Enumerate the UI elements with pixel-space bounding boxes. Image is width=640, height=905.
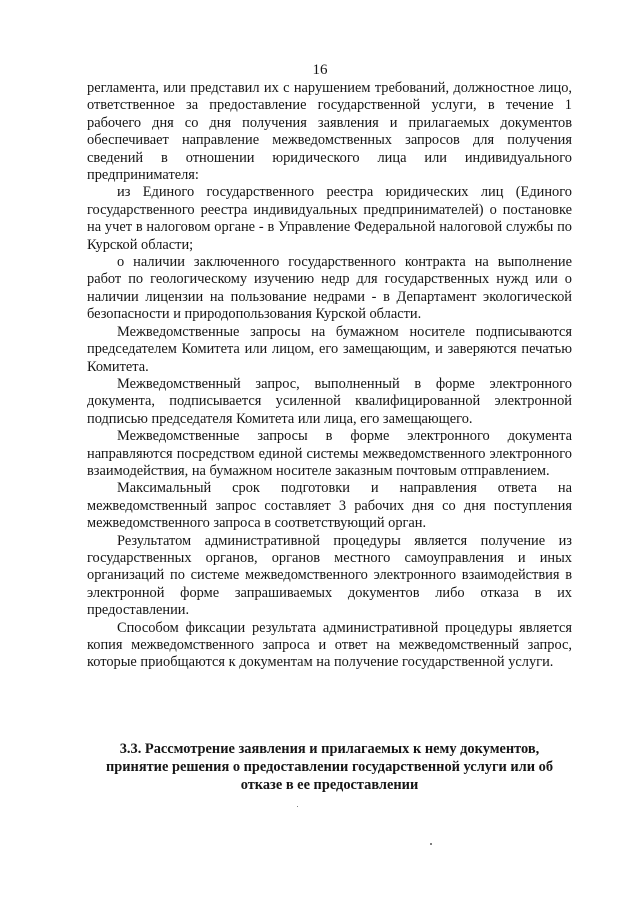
paragraph: Максимальный срок подготовки и направления ответа на межведомственный запрос составляет 3 рабочих дня со дня поступления межведомственного запроса в соответствующий орган. [87, 480, 572, 532]
paragraph: Межведомственные запросы в форме электронного документа направляются посредством единой системы межведомственного электронного взаимодействия, на бумажном носителе заказным почтовым отправлением. [87, 428, 572, 479]
paragraph: Результатом административной процедуры является получение из государственных органов, органов местного самоуправления и иных организаций по системе межведомственного электронного взаимодействия в электронной форме запрашиваемых документов либо отказа в их предоставлении. [87, 532, 572, 619]
paragraph: регламента, или представил их с нарушением требований, должностное лицо, ответственное за предоставление государственной услуги, в течение 1 рабочего дня со дня получения заявления и прилагаемых документов обеспечивает направление межведомственных запросов для получения сведений в отношении юридического лица или индивидуального предпринимателя: [87, 80, 572, 184]
page-number: 16 [312, 62, 328, 78]
paragraph: Способом фиксации результата административной процедуры является копия межведомственного запроса и ответ на межведомственный запрос, которые приобщаются к документам на получение государственной услуги. [87, 619, 572, 671]
scan-speck [430, 843, 432, 845]
paragraph: из Единого государственного реестра юридических лиц (Единого государственного реестра индивидуальных предпринимателей) о постановке на учет в налоговом органе - в Управление Федеральной налоговой службы по Курской области; [87, 184, 572, 253]
paragraph: о наличии заключенного государственного контракта на выполнение работ по геологическому изучению недр для государственных нужд или о наличии лицензии на пользование недрами - в Департамент экологической безопасности и природопользования Курской области. [87, 254, 572, 323]
document-body [87, 80, 572, 672]
scan-speck [297, 806, 298, 807]
paragraph: Межведомственный запрос, выполненный в форме электронного документа, подписывается усиленной квалифицированной электронной подписью председателя Комитета или лица, его замещающего. [87, 375, 572, 427]
paragraph: Межведомственные запросы на бумажном носителе подписываются председателем Комитета или лицом, его замещающим, и заверяются печатью Комитета. [87, 323, 572, 375]
section-heading: 3.3. Рассмотрение заявления и прилагаемых к нему документов, принятие решения о предоставлении государственной услуги или об отказе в ее предоставлении [105, 741, 554, 793]
